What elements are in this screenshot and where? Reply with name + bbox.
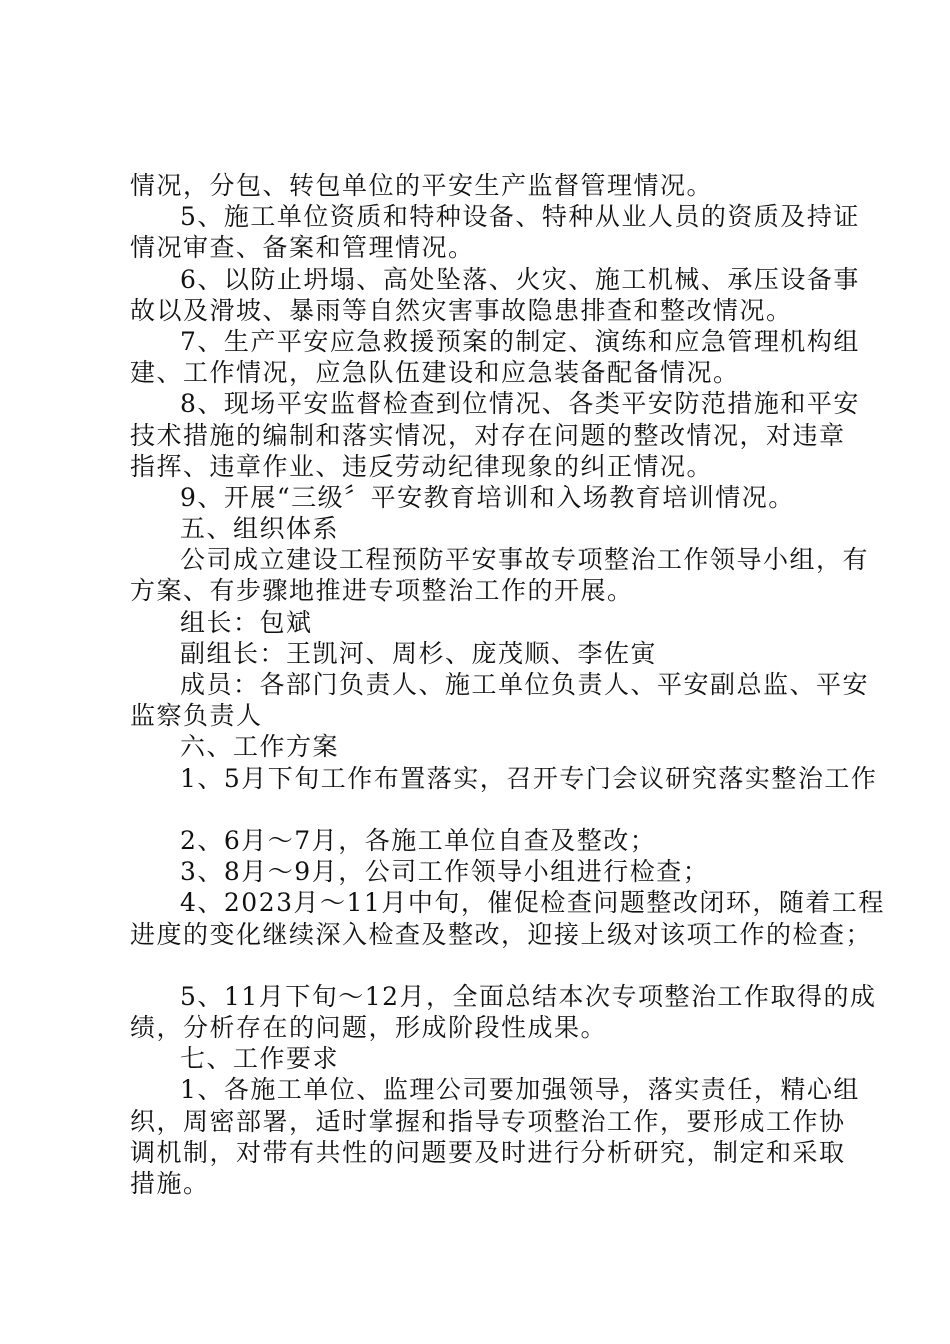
text-line: 织，周密部署，适时掌握和指导专项整治工作，要形成工作协 <box>130 1106 846 1136</box>
text-line: 1、各施工单位、监理公司要加强领导，落实责任，精心组 <box>180 1075 860 1105</box>
text-line: 成员：各部门负责人、施工单位负责人、平安副总监、平安 <box>180 670 870 699</box>
blank-line <box>130 794 835 825</box>
text-line: 3、8月～9月，公司工作领导小组进行检查； <box>180 857 710 887</box>
text-line: 公司成立建设工程预防平安事故专项整治工作领导小组，有 <box>180 545 870 575</box>
text-line: 措施。 <box>130 1169 210 1198</box>
text-line: 副组长：王凯河、周杉、庞茂顺、李佐寅 <box>180 638 658 668</box>
text-line: 情况，分包、转包单位的平安生产监督管理情况。 <box>130 171 714 200</box>
text-line: 调机制，对带有共性的问题要及时进行分析研究，制定和采取 <box>130 1137 846 1167</box>
text-line: 七、工作要求 <box>180 1044 340 1074</box>
text-line: 绩，分析存在的问题，形成阶段性成果。 <box>130 1013 608 1043</box>
text-line: 故以及滑坡、暴雨等自然灾害事故隐患排查和整改情况。 <box>130 295 793 325</box>
text-line: 情况审查、备案和管理情况。 <box>130 233 475 263</box>
text-line: 2、6月～7月，各施工单位自查及整改； <box>180 825 657 855</box>
text-line: 7、生产平安应急救援预案的制定、演练和应急管理机构组 <box>180 326 860 356</box>
text-line: 4、2023月～11月中旬，催促检查问题整改闭环，随着工程 <box>180 888 885 918</box>
text-line: 1、5月下旬工作布置落实，召开专门会议研究落实整治工作 <box>180 763 878 793</box>
text-line: 六、工作方案 <box>180 732 340 762</box>
text-line: 指挥、违章作业、违反劳动纪律现象的纠正情况。 <box>130 451 714 481</box>
text-line: 进度的变化继续深入检查及整改，迎接上级对该项工作的检查； <box>130 919 873 949</box>
text-line: 组长：包斌 <box>180 607 313 637</box>
text-line: 5、施工单位资质和特种设备、特种从业人员的资质及持证 <box>180 202 860 232</box>
text-line: 技术措施的编制和落实情况，对存在问题的整改情况，对违章 <box>130 420 846 450</box>
text-line: 监察负责人 <box>130 701 263 731</box>
document-body <box>130 170 885 1199</box>
text-line: 6、以防止坍塌、高处坠落、火灾、施工机械、承压设备事 <box>180 264 860 294</box>
text-line: 方案、有步骤地推进专项整治工作的开展。 <box>130 576 634 606</box>
text-line: 9、开展“三级〞平安教育培训和入场教育培训情况。 <box>180 482 795 512</box>
blank-line <box>130 950 835 981</box>
text-line: 五、组织体系 <box>180 514 340 544</box>
text-line: 8、现场平安监督检查到位情况、各类平安防范措施和平安 <box>180 389 860 419</box>
text-line: 5、11月下旬～12月，全面总结本次专项整治工作取得的成 <box>180 981 877 1011</box>
text-line: 建、工作情况，应急队伍建设和应急装备配备情况。 <box>130 358 740 388</box>
